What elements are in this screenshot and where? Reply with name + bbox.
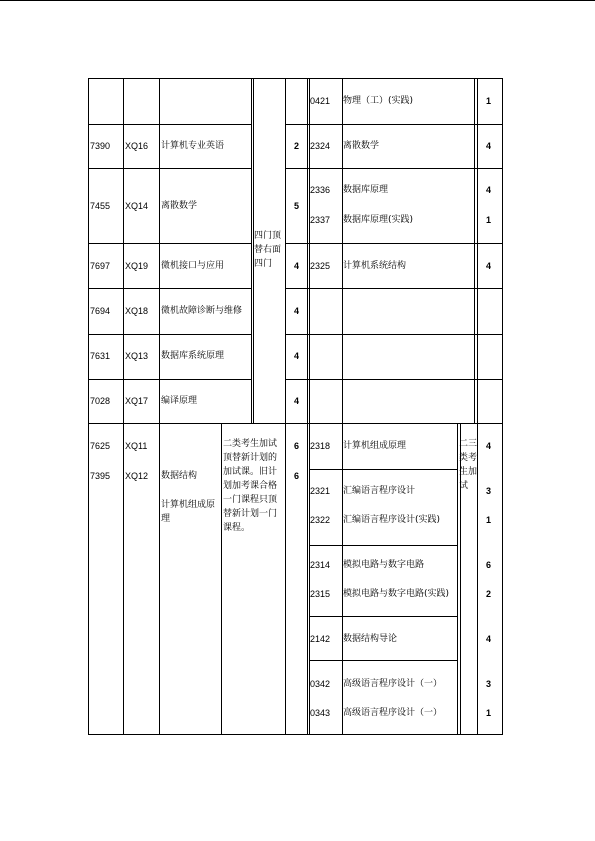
- replacement-note: 四门顶替右面四门: [254, 231, 282, 269]
- grid-line: [285, 168, 503, 169]
- new-code: 2325: [310, 261, 331, 271]
- old-code: 7631: [90, 351, 111, 361]
- grid-line: [309, 469, 458, 470]
- old-code: 7390: [90, 141, 111, 151]
- new-course-name: 计算机系统结构: [343, 261, 407, 271]
- new-code: 2315: [310, 589, 331, 599]
- old-subject-code: XQ16: [125, 141, 149, 151]
- new-course-name: 高级语言程序设计（一）: [343, 708, 443, 718]
- new-code: 2337: [310, 215, 331, 225]
- old-course-name: 离散数学: [161, 201, 198, 211]
- new-course-name: 汇编语言程序设计(实践): [343, 515, 441, 525]
- old-credit: 6: [294, 441, 300, 451]
- old-course-name: 数据库系统原理: [161, 351, 225, 361]
- new-credit: 1: [486, 515, 492, 525]
- new-course-name: 数据库原理: [343, 185, 389, 195]
- new-code: 2321: [310, 486, 331, 496]
- new-course-name: 数据库原理(实践): [343, 215, 414, 225]
- new-credit: 1: [486, 708, 492, 718]
- exam-note: 二三类考生加试: [459, 439, 478, 491]
- new-course-name: 数据结构导论: [343, 634, 398, 644]
- grid-line: [285, 243, 503, 244]
- old-course-name: 微机接口与应用: [161, 261, 225, 271]
- new-course-name: 高级语言程序设计（一）: [343, 679, 443, 689]
- new-credit: 1: [486, 215, 492, 225]
- new-code: 2322: [310, 515, 331, 525]
- old-code: 7697: [90, 261, 111, 271]
- grid-line: [285, 379, 503, 380]
- old-credit: 4: [294, 351, 300, 361]
- new-credit: 4: [486, 634, 492, 644]
- grid-line: [221, 424, 222, 735]
- new-course-name: 物理（工）(实践): [343, 96, 414, 106]
- old-course-name: 计算机组成原理: [161, 500, 216, 524]
- grid-line: [88, 78, 503, 79]
- new-course-name: 模拟电路与数字电路(实践): [343, 589, 450, 599]
- old-code: 7028: [90, 396, 111, 406]
- new-credit: 4: [486, 185, 492, 195]
- new-course-name: 模拟电路与数字电路: [343, 560, 425, 570]
- old-code: 7694: [90, 306, 111, 316]
- grid-line: [88, 334, 251, 335]
- new-credit: 2: [486, 589, 492, 599]
- old-code: 7455: [90, 201, 111, 211]
- old-credit: 4: [294, 306, 300, 316]
- old-course-name: 计算机专业英语: [161, 141, 225, 151]
- grid-line: [309, 616, 458, 617]
- grid-line: [251, 78, 252, 423]
- grid-line: [477, 78, 478, 735]
- grid-line: [88, 379, 251, 380]
- new-credit: 1: [486, 96, 492, 106]
- grid-line: [88, 423, 503, 424]
- old-subject-code: XQ14: [125, 201, 149, 211]
- old-subject-code: XQ18: [125, 306, 149, 316]
- new-credit: 6: [486, 560, 492, 570]
- new-code: 2142: [310, 634, 331, 644]
- new-code: 0421: [310, 96, 331, 106]
- new-code: 0343: [310, 708, 331, 718]
- old-subject-code: XQ12: [125, 471, 149, 481]
- old-subject-code: XQ17: [125, 396, 149, 406]
- grid-line: [88, 124, 251, 125]
- new-course-name: 离散数学: [343, 141, 380, 151]
- new-code: 2336: [310, 185, 331, 195]
- old-code: 7395: [90, 471, 111, 481]
- grid-line: [88, 288, 251, 289]
- new-credit: 4: [486, 261, 492, 271]
- grid-line: [88, 243, 251, 244]
- replacement-note: 二类考生加试顶替新计划的加试课。旧计划加考课合格一门课程只顶替新计划一门课程。: [223, 439, 278, 533]
- old-credit: 2: [294, 141, 300, 151]
- new-course-name: 汇编语言程序设计: [343, 486, 416, 496]
- old-credit: 4: [294, 396, 300, 406]
- grid-line: [309, 545, 458, 546]
- new-credit: 3: [486, 679, 492, 689]
- old-credit: 6: [294, 471, 300, 481]
- old-course-name: 数据结构: [161, 471, 198, 481]
- new-code: 2314: [310, 560, 331, 570]
- new-credit: 4: [486, 141, 492, 151]
- grid-line: [285, 124, 503, 125]
- new-code: 0342: [310, 679, 331, 689]
- old-course-name: 微机故障诊断与维修: [161, 306, 243, 316]
- grid-line: [457, 424, 458, 735]
- old-subject-code: XQ11: [125, 441, 148, 451]
- grid-line: [123, 78, 124, 735]
- new-code: 2324: [310, 141, 331, 151]
- grid-line: [285, 334, 503, 335]
- grid-line: [474, 78, 475, 423]
- new-course-name: 计算机组成原理: [343, 441, 407, 451]
- old-course-name: 编译原理: [161, 396, 198, 406]
- grid-line: [285, 78, 286, 735]
- grid-line: [502, 78, 503, 735]
- grid-line: [159, 78, 160, 735]
- new-code: 2318: [310, 441, 331, 451]
- old-code: 7625: [90, 441, 111, 451]
- grid-line: [307, 78, 308, 735]
- old-subject-code: XQ19: [125, 261, 149, 271]
- old-credit: 5: [294, 201, 300, 211]
- grid-line: [88, 78, 89, 735]
- grid-line: [88, 168, 251, 169]
- grid-line: [88, 734, 503, 735]
- old-credit: 4: [294, 261, 300, 271]
- page-top-border: [0, 0, 595, 1]
- new-credit: 4: [486, 441, 492, 451]
- grid-line: [309, 660, 458, 661]
- new-credit: 3: [486, 486, 492, 496]
- grid-line: [285, 288, 503, 289]
- old-subject-code: XQ13: [125, 351, 149, 361]
